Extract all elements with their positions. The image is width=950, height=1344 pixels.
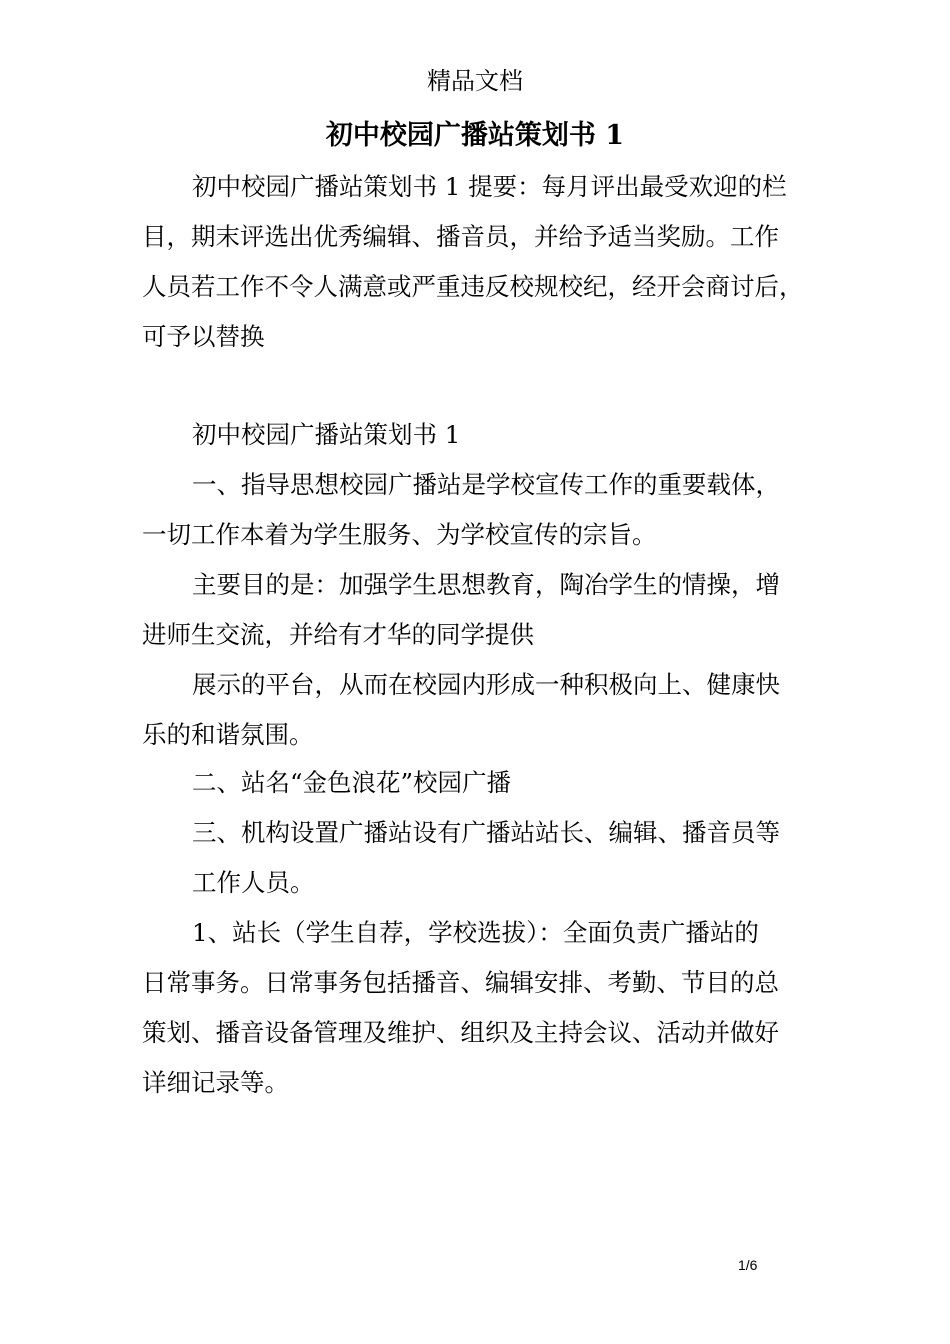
text-line: 一、指导思想校园广播站是学校宣传工作的重要载体， xyxy=(192,470,780,499)
text-line: 工作人员。 xyxy=(192,868,315,897)
page-header: 精品文档 xyxy=(427,67,523,95)
text-line: 乐的和谐氛围。 xyxy=(142,720,314,749)
text-line: 主要目的是：加强学生思想教育，陶冶学生的情操，增 xyxy=(192,570,780,599)
text-line: 进师生交流，并给有才华的同学提供 xyxy=(142,620,534,649)
text-line: 初中校园广播站策划书 1 提要：每月评出最受欢迎的栏 xyxy=(192,172,787,201)
text-line: 一切工作本着为学生服务、为学校宣传的宗旨。 xyxy=(142,520,657,549)
text-line: 日常事务。日常事务包括播音、编辑安排、考勤、节目的总 xyxy=(142,968,779,997)
text-line: 三、机构设置广播站设有广播站站长、编辑、播音员等 xyxy=(192,818,780,847)
text-line: 1、站长（学生自荐，学校选拔）：全面负责广播站的 xyxy=(192,918,759,947)
text-line: 详细记录等。 xyxy=(142,1068,289,1097)
text-line: 展示的平台，从而在校园内形成一种积极向上、健康快 xyxy=(192,670,780,699)
text-line: 可予以替换 xyxy=(142,322,265,351)
text-line: 二、站名“金色浪花”校园广播 xyxy=(192,768,512,797)
text-line: 策划、播音设备管理及维护、组织及主持会议、活动并做好 xyxy=(142,1018,779,1047)
document-title: 初中校园广播站策划书 1 xyxy=(325,120,625,151)
text-line: 初中校园广播站策划书 1 xyxy=(192,420,461,449)
page-number: 1/6 xyxy=(738,1257,758,1273)
text-line: 目，期末评选出优秀编辑、播音员，并给予适当奖励。工作 xyxy=(142,222,779,251)
text-line: 人员若工作不令人满意或严重违反校规校纪，经开会商讨后， xyxy=(142,272,804,301)
